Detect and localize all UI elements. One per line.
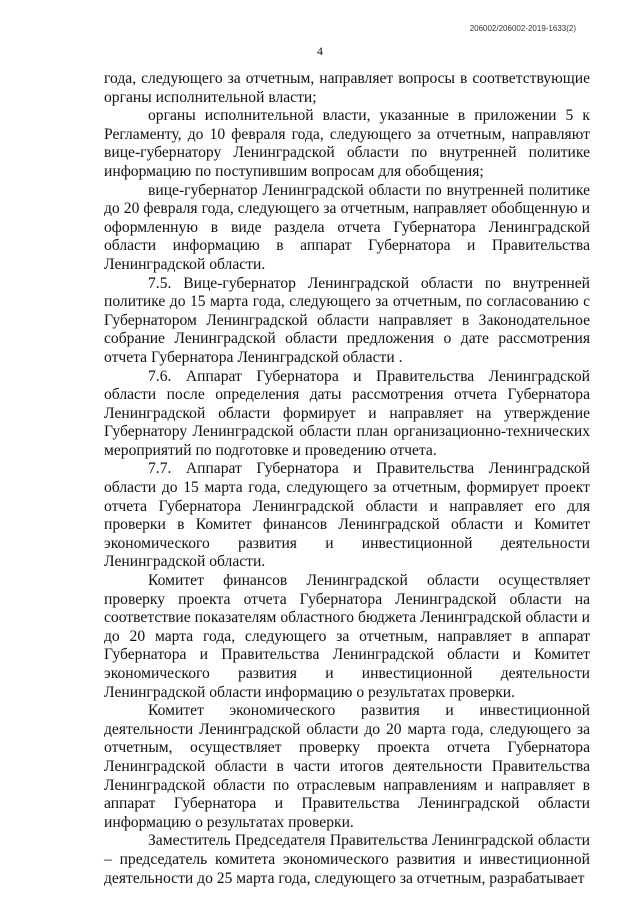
paragraph-economic-committee: Комитет экономического развития и инвестиционной деятельности Ленинградской области до 20 марта года, следующего за отчетным, осуществляет проверку проекта отчета Губернатора Ленинградской области в части итогов деятельности Правительства Ленинградской области по отраслевым направлениям и направляет в аппарат Губернатора и Правительства Ленинградской области информацию о результатах проверки. (104, 702, 590, 831)
document-body (104, 70, 590, 888)
paragraph-deputy-chairman: Заместитель Председателя Правительства Ленинградской области – председатель комитета экономического развития и инвестиционной деятельности до 25 марта года, следующего за отчетным, разрабатывает (104, 832, 590, 887)
paragraph-executive-bodies: органы исполнительной власти, указанные в приложении 5 к Регламенту, до 10 февраля года, следующего за отчетным, направляют вице-губернатору Ленинградской области по внутренней политике информацию по поступившим вопросам для обобщения; (104, 107, 590, 180)
paragraph-7-6: 7.6. Аппарат Губернатора и Правительства Ленинградской области после определения даты рассмотрения отчета Губернатора Ленинградской области формирует и направляет на утверждение Губернатору Ленинградской области план организационно-технических мероприятий по подготовке и проведению отчета. (104, 367, 590, 459)
document-id: 206002/206002-2019-1633(2) (469, 24, 576, 33)
page-number: 4 (317, 44, 323, 58)
paragraph-7-5: 7.5. Вице-губернатор Ленинградской области по внутренней политике до 15 марта года, следующего за отчетным, по согласованию с Губернатором Ленинградской области направляет в Законодательное собрание Ленинградской области предложения о дате рассмотрения отчета Губернатора Ленинградской области . (104, 274, 590, 366)
paragraph-vice-governor: вице-губернатор Ленинградской области по внутренней политике до 20 февраля года, следующего за отчетным, направляет обобщенную и оформленную в виде раздела отчета Губернатора Ленинградской области информацию в аппарат Губернатора и Правительства Ленинградской области. (104, 181, 590, 273)
paragraph-7-7: 7.7. Аппарат Губернатора и Правительства Ленинградской области до 15 марта года, следующего за отчетным, формирует проект отчета Губернатора Ленинградской области и направляет его для проверки в Комитет финансов Ленинградской области и Комитет экономического развития и инвестиционной деятельности Ленинградской области. (104, 460, 590, 571)
paragraph-finance-committee: Комитет финансов Ленинградской области осуществляет проверку проекта отчета Губернатора Ленинградской области на соответствие показателям областного бюджета Ленинградской области и до 20 марта года, следующего за отчетным, направляет в аппарат Губернатора и Правительства Ленинградской области и Комитет экономического развития и инвестиционной деятельности Ленинградской области информацию о результатах проверки. (104, 572, 590, 701)
paragraph-continuation: года, следующего за отчетным, направляет вопросы в соответствующие органы исполнительной власти; (104, 70, 590, 106)
